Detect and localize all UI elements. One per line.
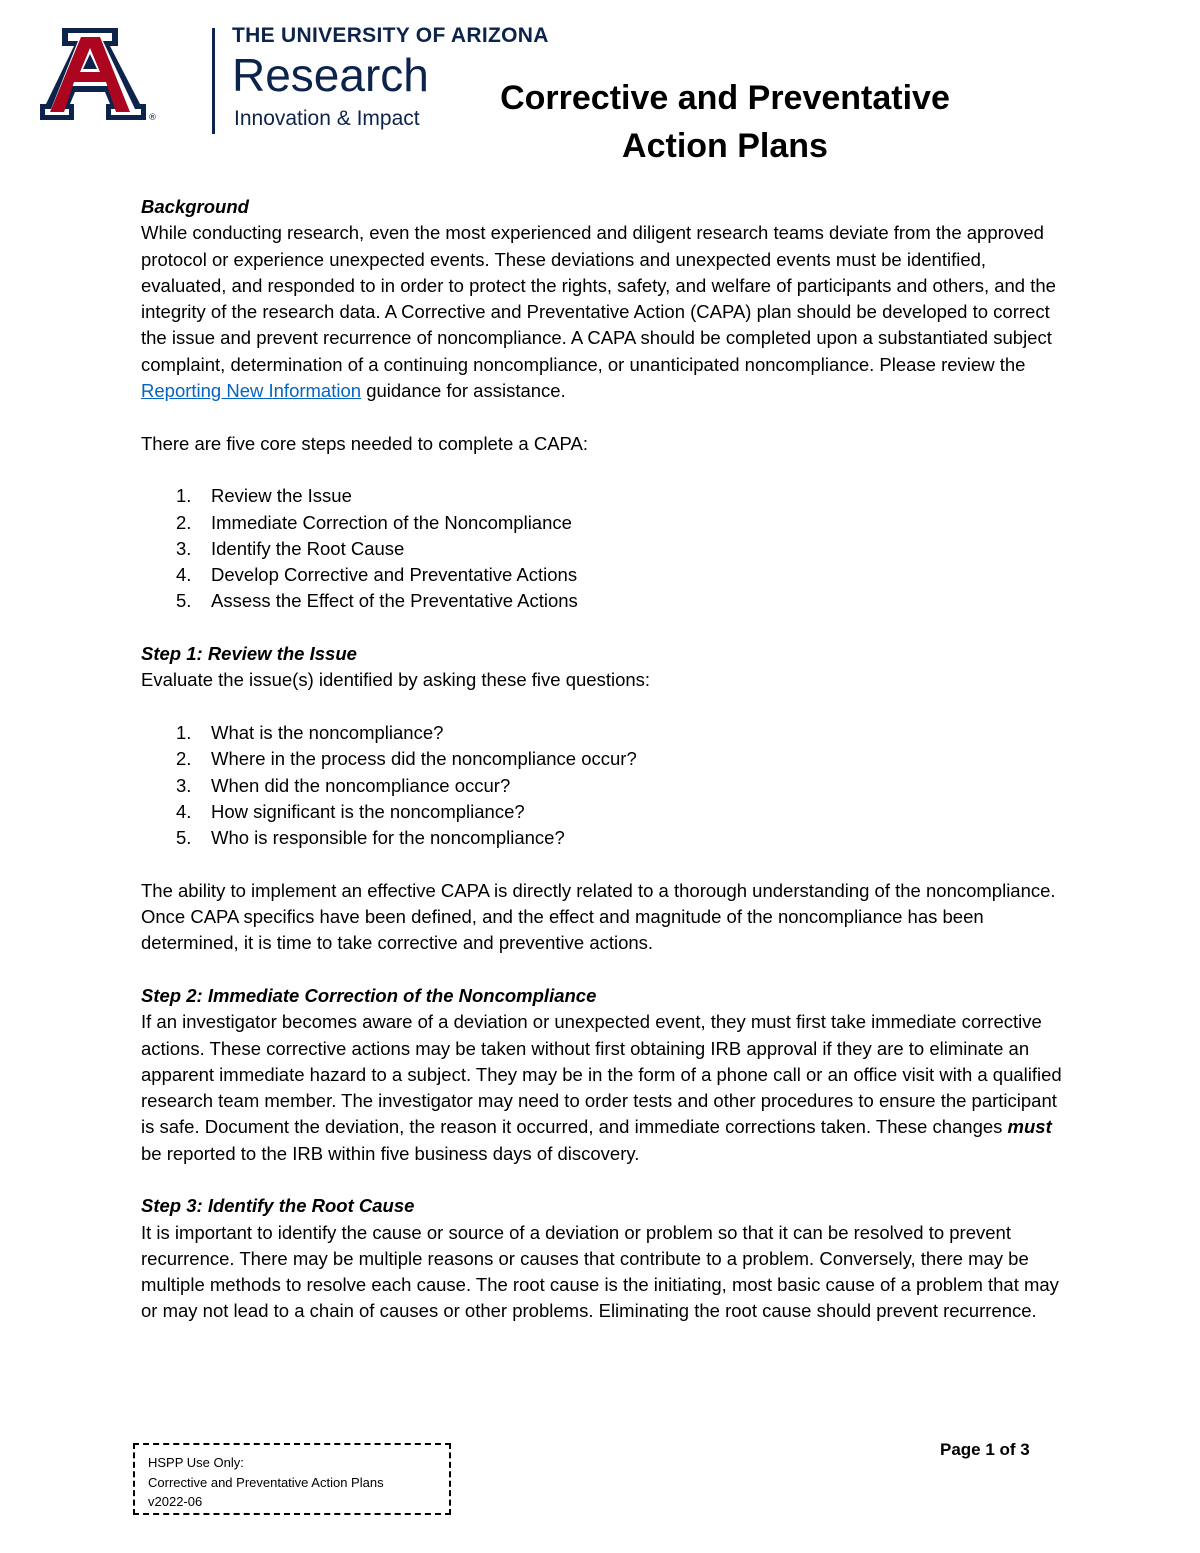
list-number: 2. <box>176 511 192 533</box>
step2-emphasis: must <box>1007 1116 1052 1138</box>
list-number: 1. <box>176 721 192 743</box>
list-item <box>141 536 1071 562</box>
list-item <box>141 799 1071 825</box>
list-item <box>141 510 1071 536</box>
list-item <box>141 562 1071 588</box>
list-number: 4. <box>176 564 192 586</box>
list-item-text: What is the noncompliance? <box>211 721 444 743</box>
list-item-text: Develop Corrective and Preventative Actions <box>211 564 578 586</box>
list-number: 3. <box>176 774 192 796</box>
footer-doc-name: Corrective and Preventative Action Plans <box>148 1474 384 1490</box>
list-number: 5. <box>176 590 192 612</box>
step2-paragraph <box>141 1009 1071 1167</box>
background-text-end: guidance for assistance. <box>361 380 566 402</box>
list-item-text: Immediate Correction of the Noncompliance <box>211 511 572 533</box>
hspp-footer-box <box>133 1443 451 1515</box>
title-line-1: Corrective and Preventative <box>500 79 950 117</box>
list-item <box>141 588 1071 614</box>
background-heading: Background <box>141 196 249 217</box>
list-item <box>141 720 1071 746</box>
list-item <box>141 773 1071 799</box>
list-item-text: Who is responsible for the noncompliance? <box>211 827 565 849</box>
list-item <box>141 483 1071 509</box>
list-item <box>141 746 1071 772</box>
logo-divider <box>212 28 215 134</box>
step2-text-end: be reported to the IRB within five business days of discovery. <box>141 1142 640 1164</box>
document-title <box>440 74 1010 170</box>
university-logo <box>40 24 549 134</box>
logo-tagline: Innovation & Impact <box>234 107 420 130</box>
list-item-text: When did the noncompliance occur? <box>211 774 511 796</box>
core-steps-intro: There are five core steps needed to complete a CAPA: <box>141 432 588 454</box>
university-name: THE UNIVERSITY OF ARIZONA <box>232 24 549 47</box>
step1-intro: Evaluate the issue(s) identified by asking these five questions: <box>141 669 651 691</box>
list-item-text: Review the Issue <box>211 485 352 507</box>
reporting-new-information-link[interactable]: Reporting New Information <box>141 380 362 402</box>
step2-text-start: If an investigator becomes aware of a deviation or unexpected event, they must first take immediate corrective actions. These corrective actions may be taken without first obtaining IRB approval if they are to eliminate an apparent immediate hazard to a subject. They may be in the form of a phone call or an office visit with a qualified research team member. The investigator may need to order tests and other procedures to ensure the participant is safe. Document the deviation, the reason it occurred, and immediate corrections taken. These changes <box>141 1011 1062 1138</box>
core-steps-list <box>141 483 1071 614</box>
step3-paragraph: It is important to identify the cause or source of a deviation or problem so that it can be resolved to prevent recurrence. There may be multiple reasons or causes that contribute to a problem. Conversely, there may be multiple methods to resolve each cause. The root cause is the initiating, most basic cause of a problem that may or may not lead to a chain of causes or other problems. Eliminating the root cause should prevent recurrence. <box>141 1221 1059 1322</box>
step1-heading: Step 1: Review the Issue <box>141 643 357 665</box>
background-paragraph <box>141 220 1071 404</box>
footer-version: v2022-06 <box>148 1494 203 1509</box>
list-number: 2. <box>176 748 192 770</box>
list-number: 4. <box>176 800 192 822</box>
page-number: Page 1 of 3 <box>940 1440 1030 1459</box>
list-item-text: Identify the Root Cause <box>211 537 405 559</box>
step2-heading: Step 2: Immediate Correction of the Noncompliance <box>141 984 597 1006</box>
footer-label: HSPP Use Only: <box>148 1455 244 1470</box>
step3-heading: Step 3: Identify the Root Cause <box>141 1195 415 1217</box>
svg-text:®: ® <box>148 113 157 123</box>
list-number: 5. <box>176 827 192 849</box>
document-body <box>141 194 1071 1325</box>
step1-closing-paragraph: The ability to implement an effective CAPA is directly related to a thorough understanding of the noncompliance. Once CAPA specifics have been defined, and the effect and magnitude of the noncompliance has been determined, it is time to take corrective and preventive actions. <box>141 879 1056 954</box>
list-item-text: Assess the Effect of the Preventative Actions <box>211 590 578 612</box>
step1-questions-list <box>141 720 1071 851</box>
research-wordmark: Research <box>232 49 429 101</box>
title-line-2: Action Plans <box>622 127 828 165</box>
background-text-start: While conducting research, even the most experienced and diligent research teams deviate from the approved protocol or experience unexpected events. These deviations and unexpected events must be identified, evaluated, and responded to in order to protect the rights, safety, and welfare of participants and others, and the integrity of the research data. A Corrective and Preventative Action (CAPA) plan should be developed to correct the issue and prevent recurrence of noncompliance. A CAPA should be completed upon a substantiated subject complaint, determination of a continuing noncompliance, or unanticipated noncompliance. Please review the <box>141 222 1056 375</box>
block-a-logo-icon <box>40 24 160 124</box>
list-number: 1. <box>176 485 192 507</box>
list-number: 3. <box>176 537 192 559</box>
list-item-text: How significant is the noncompliance? <box>211 800 525 822</box>
list-item-text: Where in the process did the noncompliance occur? <box>211 748 637 770</box>
list-item <box>141 825 1071 851</box>
